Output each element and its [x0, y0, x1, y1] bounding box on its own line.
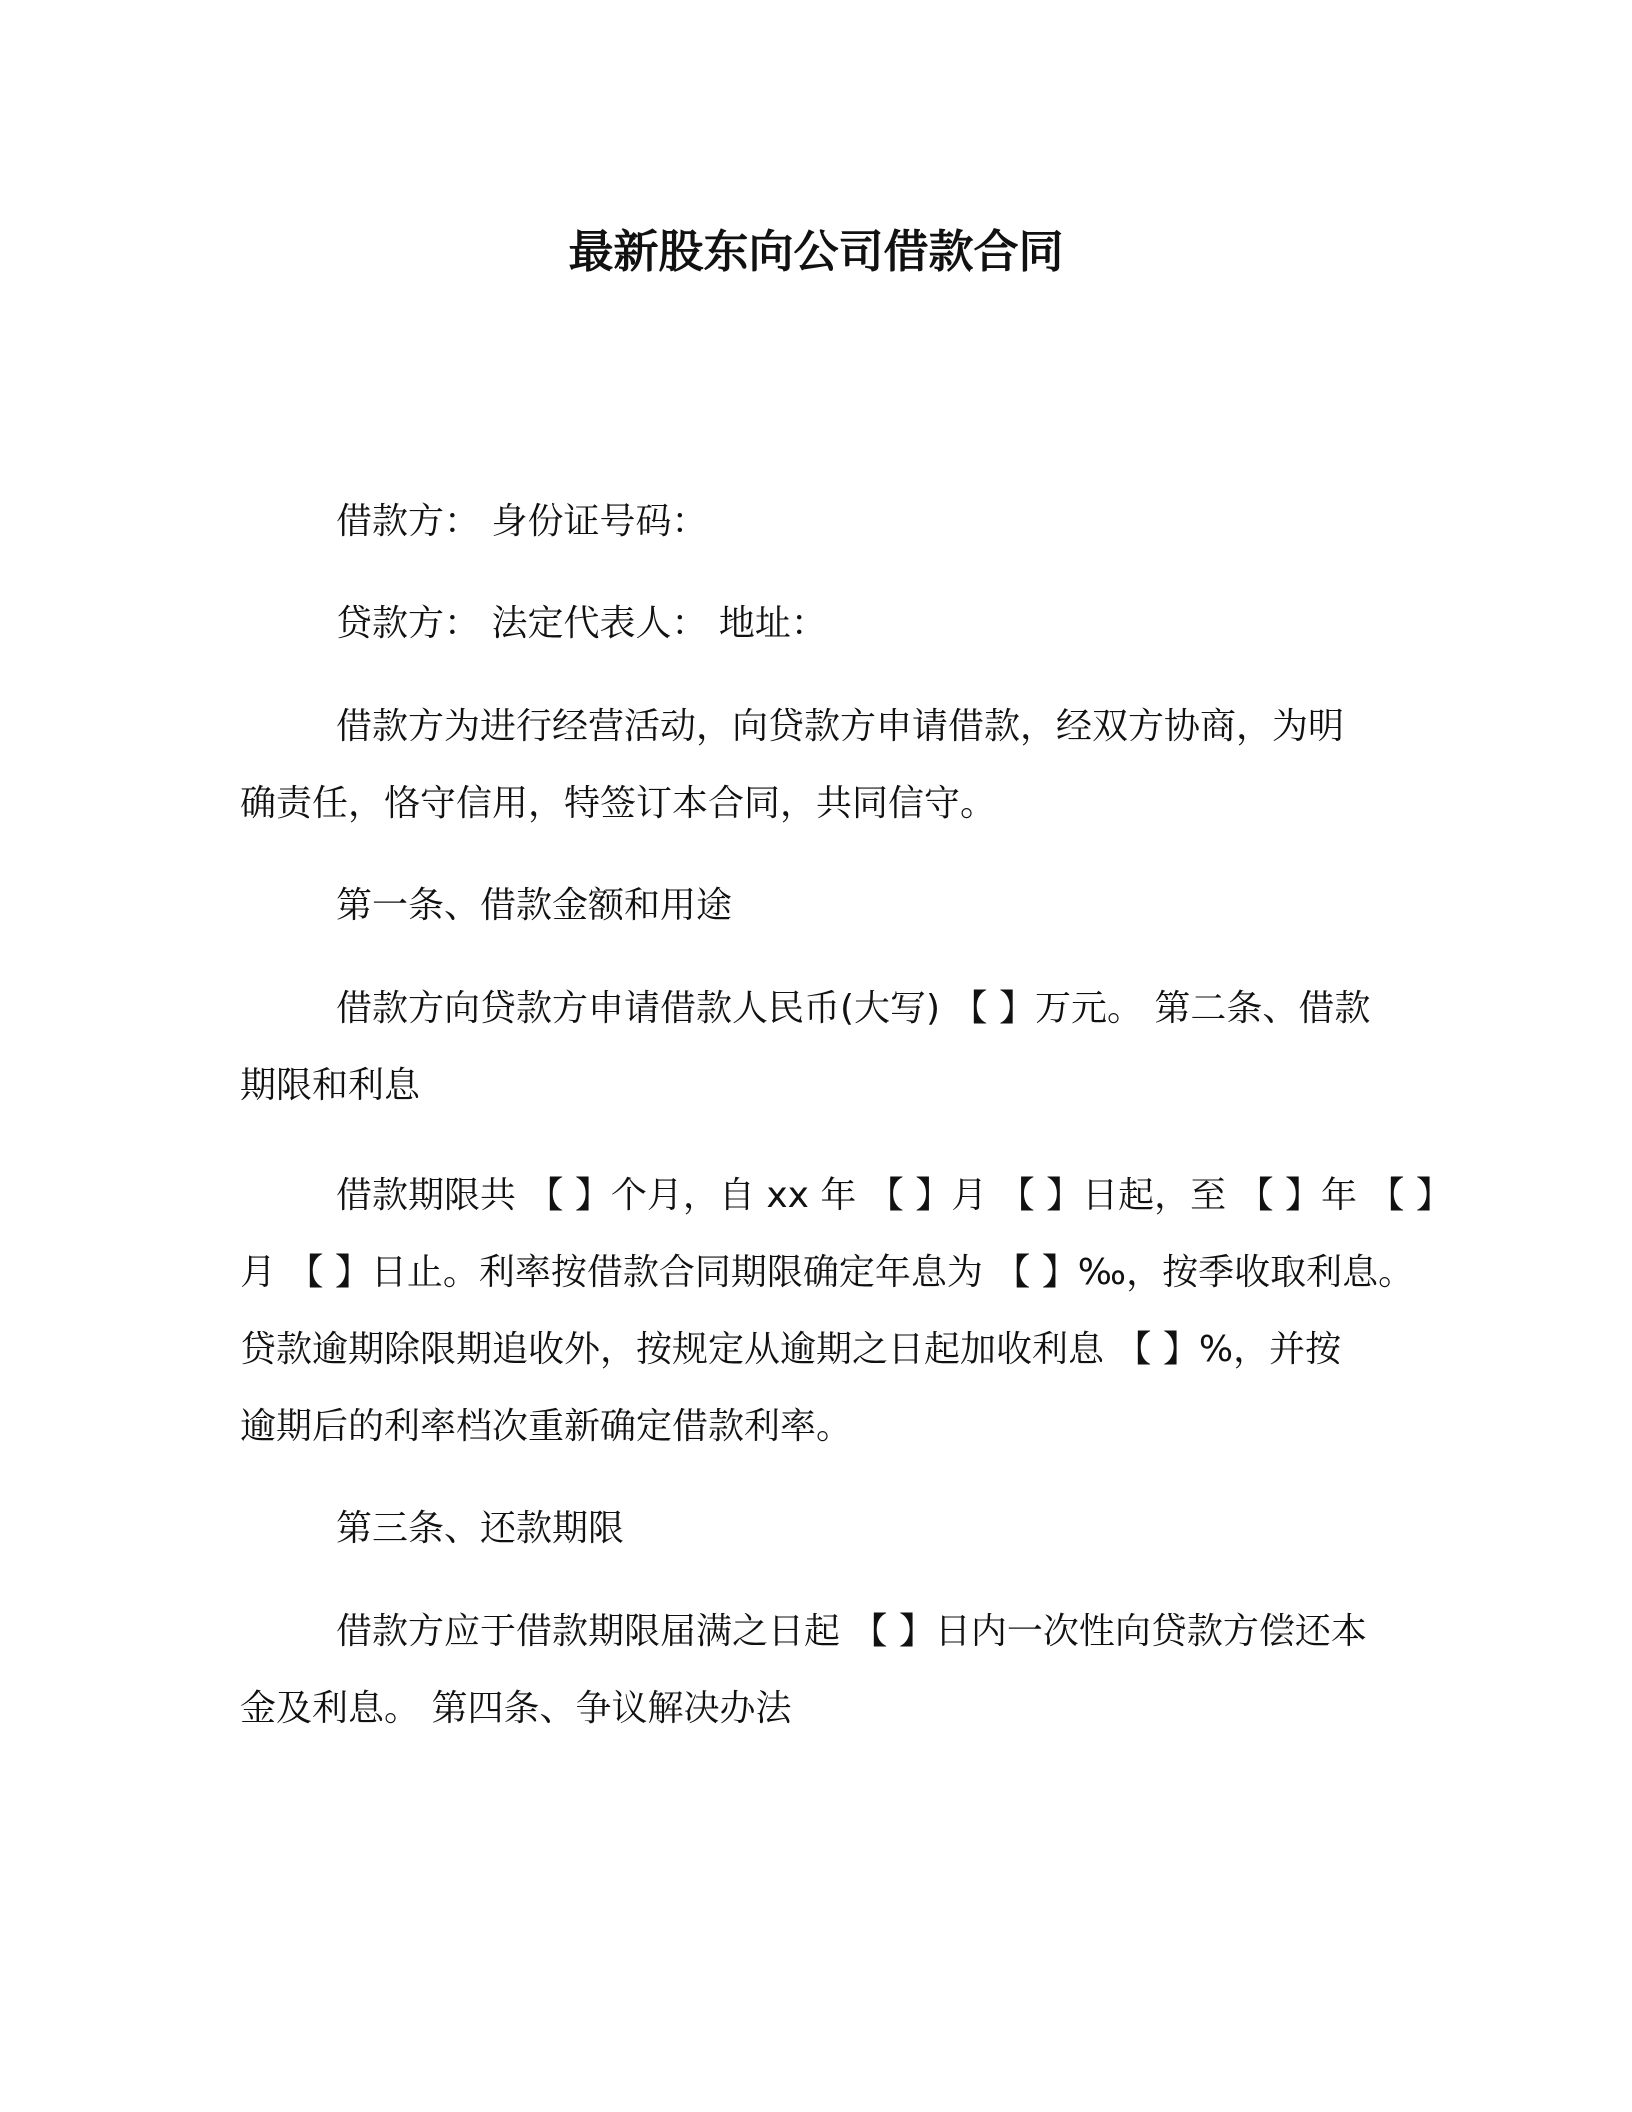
- borrower-line: 借款方： 身份证号码：: [336, 501, 708, 542]
- document-title: 最新股东向公司借款合同: [568, 225, 1064, 278]
- article-1-text-line-2: 期限和利息: [240, 1065, 421, 1106]
- article-3-text-line-1: 借款方应于借款期限届满之日起 【 】日内一次性向贷款方偿还本: [336, 1611, 1367, 1652]
- preamble-line-1: 借款方为进行经营活动，向贷款方申请借款，经双方协商，为明: [336, 706, 1345, 747]
- preamble-line-2: 确责任，恪守信用，特签订本合同，共同信守。: [240, 783, 997, 824]
- article-1-text-line-1: 借款方向贷款方申请借款人民币(大写) 【 】万元。 第二条、借款: [336, 988, 1371, 1029]
- article-2-text-line-4: 逾期后的利率档次重新确定借款利率。: [240, 1406, 853, 1447]
- article-1-heading: 第一条、借款金额和用途: [336, 885, 733, 926]
- article-2-text-line-1: 借款期限共 【 】个月，自 xx 年 【 】月 【 】日起，至 【 】年 【 】: [336, 1175, 1452, 1216]
- lender-line: 贷款方： 法定代表人： 地址：: [336, 603, 827, 644]
- article-2-text-line-2: 月 【 】日止。利率按借款合同期限确定年息为 【 】‰，按季收取利息。: [240, 1252, 1415, 1293]
- article-3-text-line-2: 金及利息。 第四条、争议解决办法: [240, 1688, 792, 1729]
- article-3-heading: 第三条、还款期限: [336, 1508, 625, 1549]
- article-2-text-line-3: 贷款逾期除限期追收外，按规定从逾期之日起加收利息 【 】%，并按: [240, 1329, 1342, 1370]
